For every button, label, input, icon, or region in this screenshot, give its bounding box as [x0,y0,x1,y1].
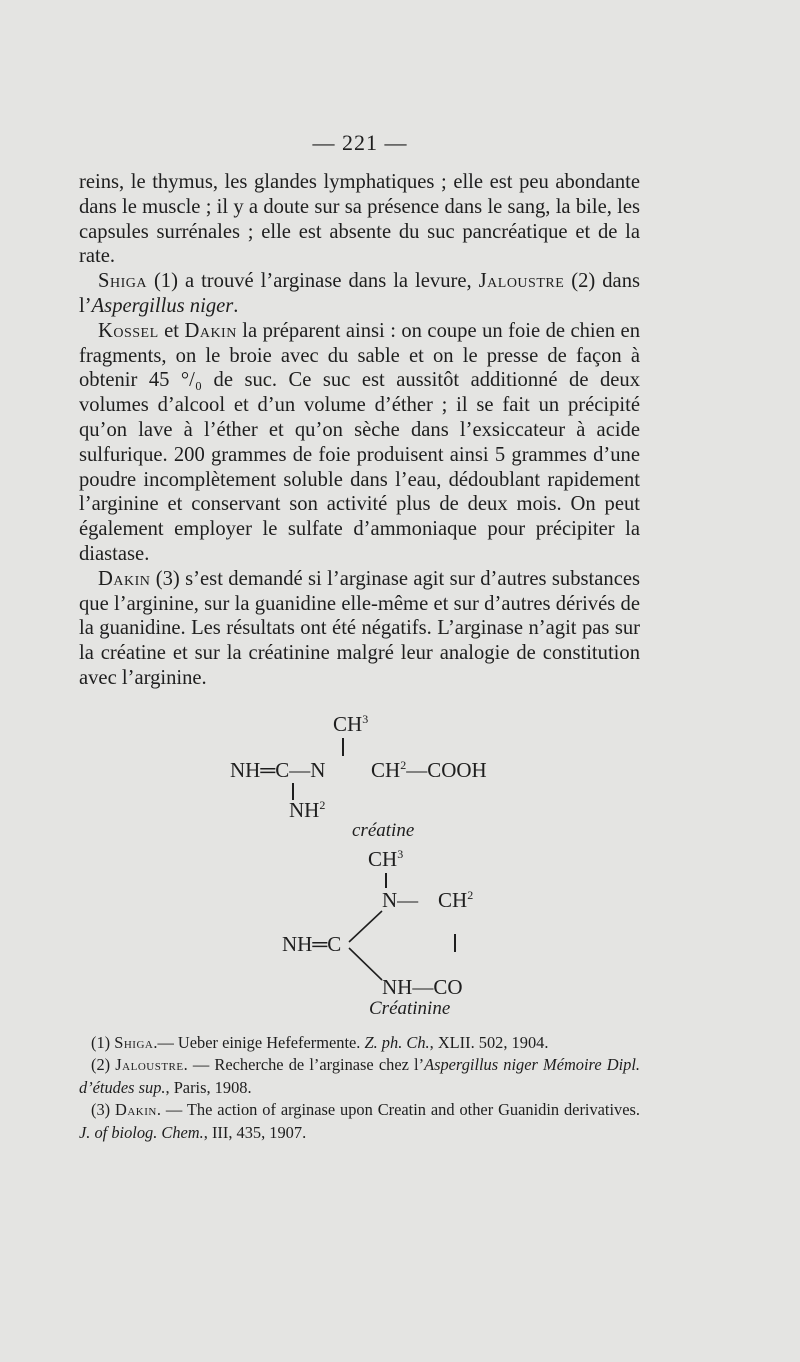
creatine-ch3: $CH^3$ [333,712,369,736]
paragraph-1: reins, le thymus, les glandes lymphatiques ; elle est peu abondante dans le muscle ; il y a doute sur sa présence dans le sang, la bile, les capsules surrénales ; elle est absente du suc pancréatique et de la rate. [79,171,640,268]
footnote-2: (2) Jaloustre. — Recherche de l’arginase chez l’Aspergillus niger Mémoire Dipl. d’études sup., Paris, 1908. [79,1055,641,1097]
author-kossel: Kossel [98,319,159,342]
paragraph-2-text-b: (2) dans l’ [79,270,640,317]
paragraph-3-text-b: la préparent ainsi : on coupe un foie de chien en fragments, on le broie avec du sable et on le presse de façon à obtenir 45 °/₀ de suc. Ce suc est aussitôt additionné de deux volumes d’alcool et d’un volume d’éther ; il se fait un précipité qu’on lave à l’éther et qu’on sèche dans l’exsiccateur à acide sulfurique. 200 grammes de foie produisent ainsi 5 grammes d’une poudre incomplètement soluble dans l’eau, dédoublant rapidement l’arginine et conservant son activité plus de deux mois. On peut également employer le sulfate d’ammoniaque pour précipiter la diastase. [79,319,640,565]
creatinine-ch2: $CH^2$ [438,888,474,912]
creatinine-nh-c: NH═C [282,932,342,956]
footnote-3-journal: J. of biolog. Chem. [79,1122,204,1142]
creatine-nh2: $NH^2$ [289,798,326,822]
paragraph-3-text-a: et [158,319,185,342]
species-name: Aspergillus niger [91,294,234,317]
footnote-1-journal: Z. ph. Ch. [364,1033,430,1052]
paragraph-2-text-a: (1) a trouvé l’arginase dans la levure, [146,270,479,293]
footnote-1-author: Shiga [114,1033,154,1052]
creatine-main-chain: NH═C—N [230,758,326,782]
creatinine-nh-co: NH—CO [382,975,463,999]
paragraph-4-text: (3) s’est demandé si l’arginase agit sur d’autres substances que l’arginine, sur la guanidine elle-même et sur d’autres dérivés de la guanidine. Les résultats ont été négatifs. L’arginase n’agit pas sur la créatine et sur la créatinine malgré leur analogie de constitution avec l’arginine. [79,567,640,689]
creatinine-caption: Créatinine [369,998,451,1019]
author-jaloustre: Jaloustre [478,270,565,293]
footnote-3: (3) Dakin. — The action of arginase upon Creatin and other Guanidin derivatives. J. of biolog. Chem., III, 435, 1907. [79,1100,640,1142]
author-shiga: Shiga [98,270,147,293]
creatine-caption: créatine [352,820,415,841]
page-number: — 221 — [312,130,408,155]
footnotes [79,1032,640,1144]
footnote-2-source: Aspergillus niger Mémoire Dipl. d’études sup. [79,1055,641,1097]
creatine-ch2-cooh: $CH^2—COOH$ [371,758,487,782]
footnote-3-author: Dakin [115,1100,157,1120]
author-dakin-2: Dakin [98,567,151,590]
creatinine-ch3: $CH^3$ [368,847,404,871]
paragraph-2-text-c: . [233,294,239,317]
creatinine-n-group: N— [382,888,419,912]
author-dakin: Dakin [184,319,237,342]
footnote-1: (1) Shiga.— Ueber einige Hefefermente. Z. ph. Ch., XLII. 502, 1904. [91,1033,549,1052]
footnote-2-author: Jaloustre [115,1055,184,1075]
